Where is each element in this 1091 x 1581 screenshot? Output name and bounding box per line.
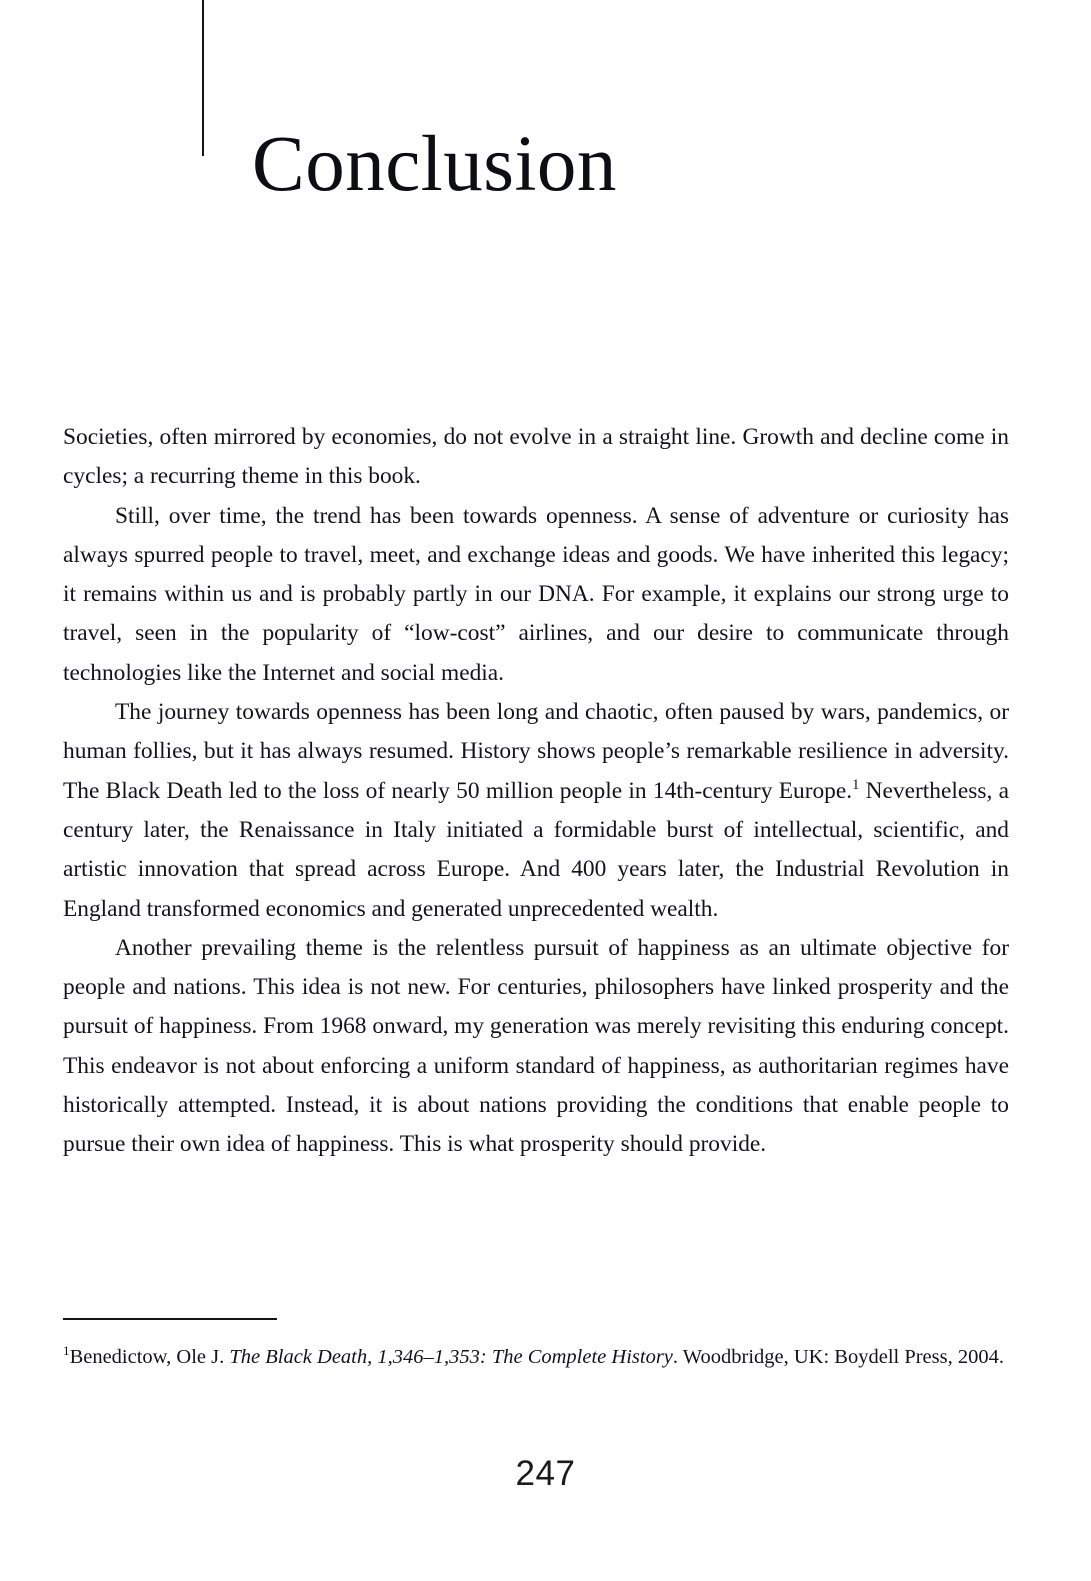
footnote-number: 1 [63,1343,70,1359]
footnote-reference-marker[interactable]: 1 [852,776,860,793]
paragraph-4: Another prevailing theme is the relentless pursuit of happiness as an ultimate objective for people and nations. This idea is not new. For centuries, philosophers have linked prosperity and the pursuit of happiness. From 1968 onward, my generation was merely revisiting this enduring concept. This endeavor is not about enforcing a uniform standard of happiness, as authoritarian regimes have historically attempted. Instead, it is about nations providing the conditions that enable people to pursue their own idea of happiness. This is what prosperity should provide. [63,934,1009,1158]
body-text [63,418,1009,1165]
page-number: 247 [515,1454,576,1493]
paragraph-3-text-after-footnote: Nevertheless, a century later, the Renaissance in Italy initiated a formidable burst of intellectual, scientific, and artistic innovation that spread across Europe. And 400 years later, the Industrial Revolution in England transformed economics and generated unprecedented wealth. [63,777,1009,922]
chapter-header [0,0,1091,208]
footnote-area [63,1318,1009,1373]
paragraph-1: Societies, often mirrored by economies, do not evolve in a straight line. Growth and decline come in cycles; a recurring theme in this book. [63,424,1009,490]
paragraph-2: Still, over time, the trend has been towards openness. A sense of adventure or curiosity has always spurred people to travel, meet, and exchange ideas and goods. We have inherited this legacy; it remains within us and is probably partly in our DNA. For example, it explains our strong urge to travel, seen in the popularity of “low-cost” airlines, and our desire to communicate through technologies like the Internet and social media. [63,502,1009,686]
footnote-author: Benedictow, Ole J. [69,1346,230,1368]
footnote-title: The Black Death, 1,346–1,353: The Complete History [229,1346,673,1368]
footnote-entry [63,1341,1009,1373]
page-title: Conclusion [252,120,617,208]
footnote-publication: . Woodbridge, UK: Boydell Press, 2004. [672,1346,1004,1368]
paragraph-3-text-before-footnote: The journey towards openness has been long and chaotic, often paused by wars, pandemics, or human follies, but it has always resumed. History shows people’s remarkable resilience in adversity. The Black Death led to the loss of nearly 50 million people in 14th-century Europe. [63,699,1009,804]
chapter-title-vertical-rule [202,0,204,156]
paragraph-3 [63,693,1009,929]
footnote-separator-rule [63,1318,277,1320]
